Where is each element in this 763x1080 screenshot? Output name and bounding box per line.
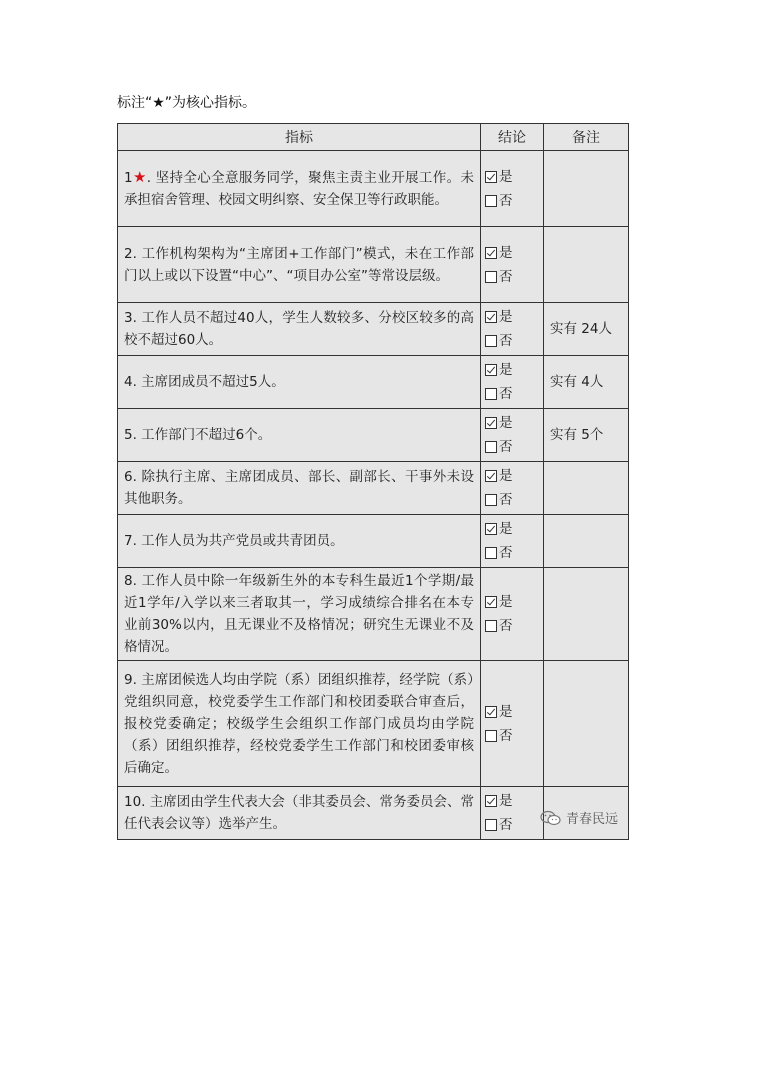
empty-box-icon[interactable] <box>485 388 497 400</box>
checked-box-icon[interactable] <box>485 596 497 608</box>
option-label: 否 <box>499 268 513 285</box>
option-yes[interactable] <box>485 165 539 189</box>
option-label: 是 <box>499 415 513 431</box>
conclusion-cell <box>481 151 544 227</box>
header-indicator: 指标 <box>118 124 481 151</box>
indicator-text: 4. 主席团成员不超过5人。 <box>124 374 285 390</box>
indicator-text: 7. 工作人员为共产党员或共青团员。 <box>124 533 344 549</box>
option-no[interactable] <box>485 813 539 837</box>
header-remark: 备注 <box>544 124 629 151</box>
wechat-icon <box>540 810 562 826</box>
option-yes[interactable] <box>485 517 539 541</box>
option-label: 是 <box>499 362 513 378</box>
conclusion-cell <box>481 356 544 409</box>
option-label: 是 <box>499 468 513 484</box>
remark-cell <box>544 303 629 356</box>
option-label: 是 <box>499 594 513 610</box>
remark-text: 实有 24人 <box>550 321 612 337</box>
checked-box-icon[interactable] <box>485 311 497 323</box>
indicator-cell <box>118 515 481 568</box>
remark-cell <box>544 227 629 303</box>
indicator-number: 1 <box>124 170 133 186</box>
table-row <box>118 227 629 303</box>
indicator-cell <box>118 462 481 515</box>
option-yes[interactable] <box>485 590 539 614</box>
indicator-text: 3. 工作人员不超过40人，学生人数较多、分校区较多的高校不超过60人。 <box>124 310 474 348</box>
checked-box-icon[interactable] <box>485 417 497 429</box>
conclusion-cell <box>481 568 544 661</box>
option-label: 否 <box>499 545 513 561</box>
option-label: 是 <box>499 244 513 261</box>
remark-cell <box>544 661 629 787</box>
conclusion-cell <box>481 409 544 462</box>
remark-cell <box>544 568 629 661</box>
header-conclusion: 结论 <box>481 124 544 151</box>
option-no[interactable] <box>485 382 539 406</box>
conclusion-cell <box>481 227 544 303</box>
checked-box-icon[interactable] <box>485 171 497 183</box>
option-label: 是 <box>499 521 513 537</box>
empty-box-icon[interactable] <box>485 819 497 831</box>
table-row <box>118 409 629 462</box>
table-row <box>118 568 629 661</box>
remark-text: 实有 4人 <box>550 374 604 390</box>
indicator-text: 5. 工作部门不超过6个。 <box>124 427 272 443</box>
remark-cell <box>544 515 629 568</box>
conclusion-cell <box>481 303 544 356</box>
option-yes[interactable] <box>485 241 539 265</box>
option-label: 否 <box>499 192 513 209</box>
indicator-cell <box>118 227 481 303</box>
option-yes[interactable] <box>485 358 539 382</box>
empty-box-icon[interactable] <box>485 547 497 559</box>
remark-cell <box>544 462 629 515</box>
indicator-table <box>117 123 629 840</box>
conclusion-cell <box>481 661 544 787</box>
option-no[interactable] <box>485 541 539 565</box>
table-row <box>118 151 629 227</box>
option-no[interactable] <box>485 614 539 638</box>
option-label: 否 <box>499 727 513 744</box>
option-label: 是 <box>499 793 513 809</box>
option-yes[interactable] <box>485 411 539 435</box>
option-label: 否 <box>499 386 513 402</box>
conclusion-cell <box>481 787 544 840</box>
option-no[interactable] <box>485 488 539 512</box>
empty-box-icon[interactable] <box>485 441 497 453</box>
option-no[interactable] <box>485 329 539 353</box>
empty-box-icon[interactable] <box>485 195 497 207</box>
table-row <box>118 661 629 787</box>
indicator-cell <box>118 409 481 462</box>
table-row <box>118 303 629 356</box>
empty-box-icon[interactable] <box>485 730 497 742</box>
option-label: 否 <box>499 333 513 349</box>
watermark <box>540 808 618 827</box>
table-row <box>118 515 629 568</box>
checked-box-icon[interactable] <box>485 706 497 718</box>
option-label: 否 <box>499 439 513 455</box>
indicator-cell <box>118 568 481 661</box>
checked-box-icon[interactable] <box>485 523 497 535</box>
core-star-icon: ★ <box>132 168 147 186</box>
indicator-text: . 坚持全心全意服务同学，聚焦主责主业开展工作。未承担宿舍管理、校园文明纠察、安全保卫等行政职能。 <box>124 170 474 208</box>
checked-box-icon[interactable] <box>485 795 497 807</box>
indicator-text: 8. 工作人员中除一年级新生外的本专科生最近1个学期/最近1学年/入学以来三者取其一，学习成绩综合排名在本专业前30%以内，且无课业不及格情况；研究生无课业不及格情况。 <box>124 573 474 655</box>
option-label: 否 <box>499 618 513 634</box>
option-label: 是 <box>499 168 513 185</box>
option-label: 否 <box>499 817 513 833</box>
indicator-cell <box>118 661 481 787</box>
option-no[interactable] <box>485 265 539 289</box>
empty-box-icon[interactable] <box>485 494 497 506</box>
remark-cell <box>544 409 629 462</box>
watermark-text: 青春民远 <box>566 812 619 827</box>
table-header-row <box>118 124 629 151</box>
conclusion-cell <box>481 515 544 568</box>
option-label: 是 <box>499 703 513 720</box>
remark-text: 实有 5个 <box>550 427 604 443</box>
option-yes[interactable] <box>485 305 539 329</box>
option-label: 否 <box>499 492 513 508</box>
empty-box-icon[interactable] <box>485 271 497 283</box>
indicator-text: 6. 除执行主席、主席团成员、部长、副部长、干事外未设其他职务。 <box>124 469 474 507</box>
remark-cell <box>544 151 629 227</box>
empty-box-icon[interactable] <box>485 620 497 632</box>
indicator-text: 10. 主席团由学生代表大会（非其委员会、常务委员会、常任代表会议等）选举产生。 <box>124 794 474 832</box>
option-no[interactable] <box>485 435 539 459</box>
option-no[interactable] <box>485 189 539 213</box>
table-row <box>118 462 629 515</box>
indicator-cell <box>118 151 481 227</box>
option-yes[interactable] <box>485 789 539 813</box>
indicator-cell <box>118 787 481 840</box>
remark-cell <box>544 356 629 409</box>
option-label: 是 <box>499 309 513 325</box>
indicator-cell <box>118 303 481 356</box>
option-no[interactable] <box>485 724 539 748</box>
note-text: 标注“★”为核心指标。 <box>117 95 257 111</box>
indicator-cell <box>118 356 481 409</box>
conclusion-cell <box>481 462 544 515</box>
option-yes[interactable] <box>485 700 539 724</box>
indicator-text: 2. 工作机构架构为“主席团+工作部门”模式，未在工作部门以上或以下设置“中心”、“项目办公室”等常设层级。 <box>124 245 474 284</box>
option-yes[interactable] <box>485 464 539 488</box>
table-row <box>118 356 629 409</box>
checked-box-icon[interactable] <box>485 364 497 376</box>
checked-box-icon[interactable] <box>485 470 497 482</box>
checked-box-icon[interactable] <box>485 247 497 259</box>
indicator-text: 9. 主席团候选人均由学院（系）团组织推荐，经学院（系）党组织同意，校党委学生工作部门和校团委联合审查后，报校党委确定；校级学生会组织工作部门成员均由学院（系）团组织推荐，经校党委学生工作部门和校团委审核后确定。 <box>124 671 474 776</box>
empty-box-icon[interactable] <box>485 335 497 347</box>
